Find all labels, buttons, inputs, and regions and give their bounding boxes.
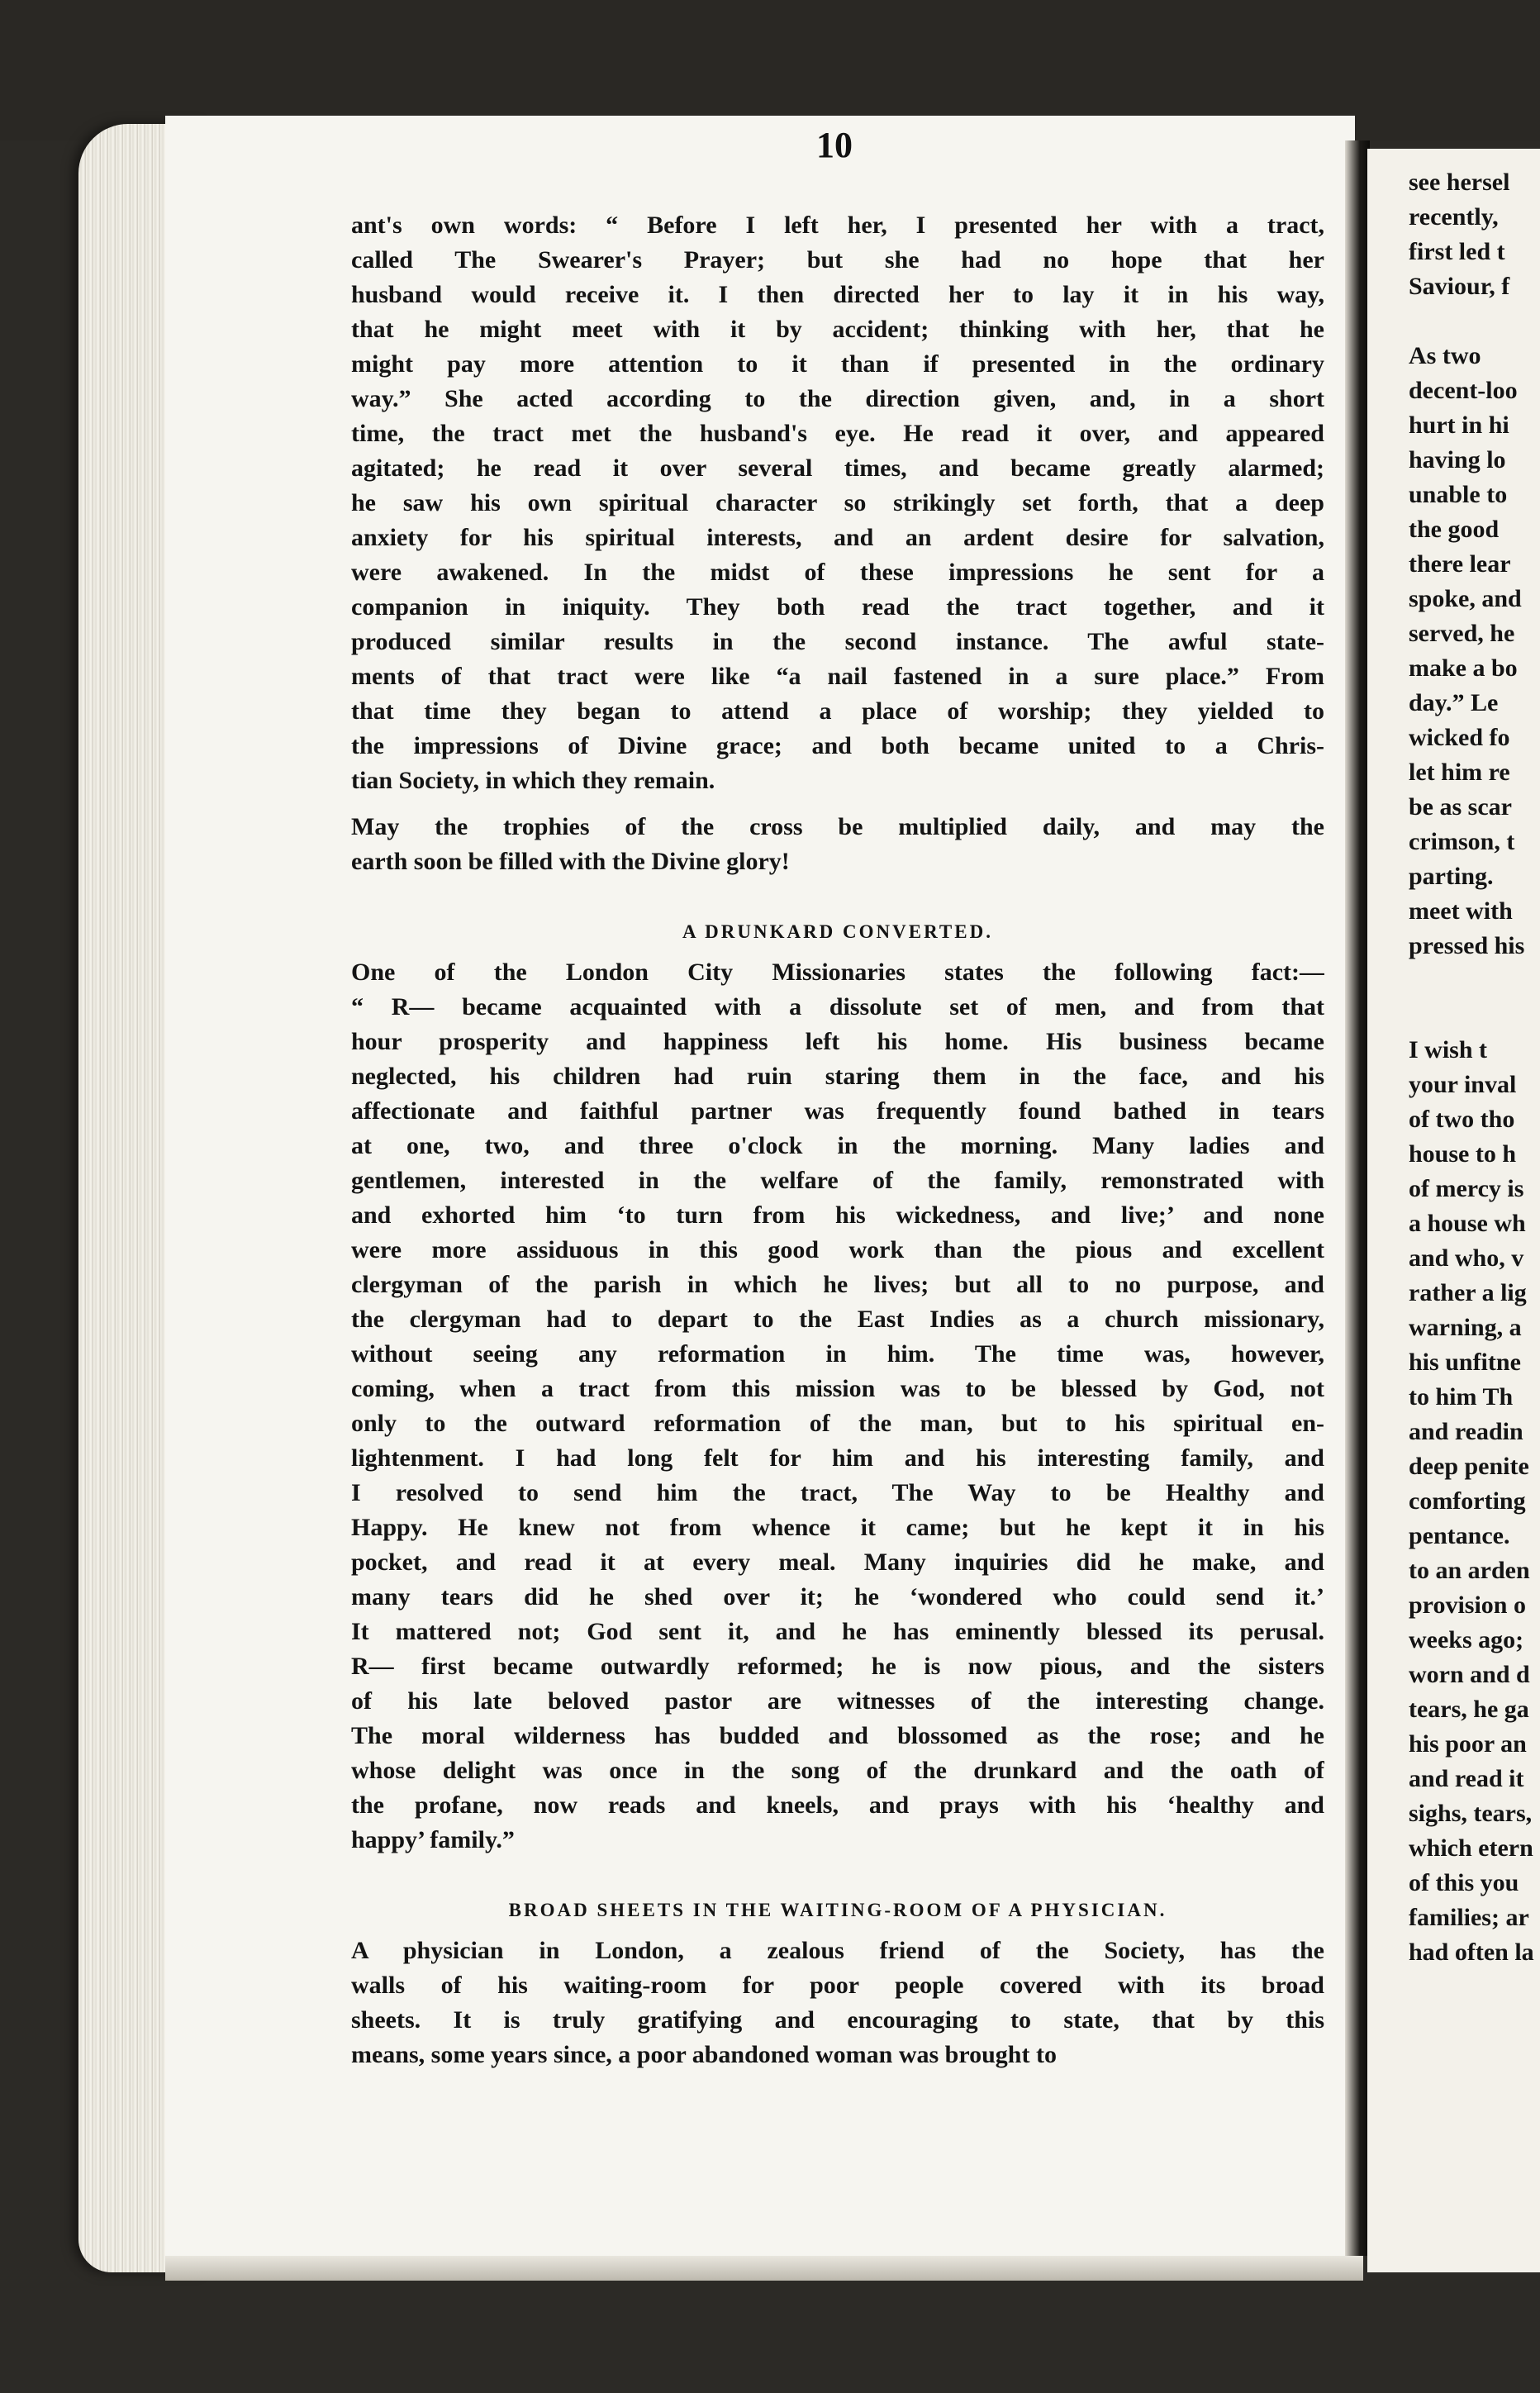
book-gutter — [1345, 140, 1370, 2256]
right-page-text — [1367, 149, 1540, 1970]
text-line: whose delight was once in the song of the drunkard and the oath of — [351, 1757, 1324, 1784]
paragraph — [351, 208, 1324, 798]
text-line: called The Swearer's Prayer; but she had no hope that her — [351, 246, 1324, 274]
text-line: companion in iniquity. They both read the tract together, and it — [351, 593, 1324, 621]
right-page-line: his unfitne — [1409, 1349, 1521, 1376]
right-page-line: let him re — [1409, 759, 1510, 786]
text-line: earth soon be filled with the Divine glory! — [351, 848, 790, 875]
right-page-line: day.” Le — [1409, 689, 1499, 716]
text-line: the profane, now reads and kneels, and prays with his ‘healthy and — [351, 1791, 1324, 1819]
right-page-line: decent-loo — [1409, 377, 1518, 404]
right-page-line: deep penite — [1409, 1453, 1529, 1480]
text-line: The moral wilderness has budded and blossomed as the rose; and he — [351, 1722, 1324, 1749]
right-page-line: Saviour, f — [1409, 273, 1510, 300]
text-line: the clergyman had to depart to the East Indies as a church missionary, — [351, 1306, 1324, 1333]
paragraph — [351, 1934, 1324, 2072]
right-page-line: see hersel — [1409, 169, 1510, 196]
right-page-line: of this you — [1409, 1869, 1519, 1896]
text-line: of his late beloved pastor are witnesses of the interesting change. — [351, 1687, 1324, 1715]
right-page-line: to an arden — [1409, 1557, 1530, 1584]
right-page-line: worn and d — [1409, 1661, 1530, 1688]
text-line: walls of his waiting-room for poor people covered with its broad — [351, 1972, 1324, 1999]
right-page-line: meet with — [1409, 897, 1513, 925]
text-line: and exhorted him ‘to turn from his wickedness, and live;’ and none — [351, 1201, 1324, 1229]
text-line: gentlemen, interested in the welfare of the family, remonstrated with — [351, 1167, 1324, 1194]
right-page-line: parting. — [1409, 863, 1494, 890]
text-line: “ R— became acquainted with a dissolute set of men, and from that — [351, 993, 1324, 1020]
text-line: R— first became outwardly reformed; he is now pious, and the sisters — [351, 1653, 1324, 1680]
right-page-line: As two — [1409, 342, 1481, 369]
text-line: without seeing any reformation in him. The time was, however, — [351, 1340, 1324, 1368]
right-page-line: to him Th — [1409, 1383, 1514, 1411]
right-page-line: house to h — [1409, 1140, 1517, 1168]
text-line: lightenment. I had long felt for him and his interesting family, and — [351, 1444, 1324, 1472]
right-page-line: and read it — [1409, 1765, 1524, 1792]
text-line: might pay more attention to it than if presented in the ordinary — [351, 350, 1324, 378]
right-page-line: sighs, tears, — [1409, 1800, 1533, 1827]
right-page-line: of two tho — [1409, 1106, 1515, 1133]
text-line: pocket, and read it at every meal. Many inquiries did he make, and — [351, 1549, 1324, 1576]
page-body-text — [351, 208, 1324, 2084]
right-page-line: a house wh — [1409, 1210, 1526, 1237]
text-line: that time they began to attend a place of worship; they yielded to — [351, 697, 1324, 725]
text-line: agitated; he read it over several times, and became greatly alarmed; — [351, 454, 1324, 482]
page-number: 10 — [816, 125, 853, 165]
right-page-line: pentance. — [1409, 1522, 1510, 1549]
text-line: sheets. It is truly gratifying and encouraging to state, that by this — [351, 2006, 1324, 2034]
text-line: he saw his own spiritual character so strikingly set forth, that a deep — [351, 489, 1324, 516]
section-heading: A DRUNKARD CONVERTED. — [682, 921, 993, 942]
text-line: happy’ family.” — [351, 1826, 515, 1853]
text-line: A physician in London, a zealous friend of the Society, has the — [351, 1937, 1324, 1964]
text-line: many tears did he shed over it; he ‘wondered who could send it.’ — [351, 1583, 1324, 1610]
text-line: anxiety for his spiritual interests, and an ardent desire for salvation, — [351, 524, 1324, 551]
right-page-line: provision o — [1409, 1591, 1526, 1619]
page-bottom-shadow — [165, 2256, 1363, 2281]
right-page-line: be as scar — [1409, 793, 1512, 821]
text-line: the impressions of Divine grace; and both became united to a Chris- — [351, 732, 1324, 759]
text-line: I resolved to send him the tract, The Way to be Healthy and — [351, 1479, 1324, 1506]
text-line: way.” She acted according to the direction given, and, in a short — [351, 385, 1324, 412]
text-line: were more assiduous in this good work than the pious and excellent — [351, 1236, 1324, 1263]
text-line: that he might meet with it by accident; thinking with her, that he — [351, 316, 1324, 343]
right-page-line: unable to — [1409, 481, 1508, 508]
text-line: hour prosperity and happiness left his home. His business became — [351, 1028, 1324, 1055]
right-page-line: tears, he ga — [1409, 1696, 1529, 1723]
text-line: were awakened. In the midst of these impressions he sent for a — [351, 559, 1324, 586]
right-page-line: the good — [1409, 516, 1500, 543]
text-line: tian Society, in which they remain. — [351, 767, 715, 794]
right-page-line: comforting — [1409, 1487, 1526, 1515]
text-line: coming, when a tract from this mission was to be blessed by God, not — [351, 1375, 1324, 1402]
right-page-line: and readin — [1409, 1418, 1523, 1445]
right-page-line: weeks ago; — [1409, 1626, 1524, 1653]
right-page-line: spoke, and — [1409, 585, 1522, 612]
right-page-line: crimson, t — [1409, 828, 1515, 855]
text-line: affectionate and faithful partner was frequently found bathed in tears — [351, 1097, 1324, 1125]
right-page-line: first led t — [1409, 238, 1505, 265]
text-line: ant's own words: “ Before I left her, I presented her with a tract, — [351, 212, 1324, 239]
right-page-line: which etern — [1409, 1834, 1533, 1862]
right-page-line: hurt in hi — [1409, 412, 1509, 439]
right-page-line: pressed his — [1409, 932, 1525, 959]
right-page-line: make a bo — [1409, 654, 1518, 682]
text-line: It mattered not; God sent it, and he has eminently blessed its perusal. — [351, 1618, 1324, 1645]
text-line: Happy. He knew not from whence it came; but he kept it in his — [351, 1514, 1324, 1541]
right-page-line: served, he — [1409, 620, 1515, 647]
text-line: clergyman of the parish in which he lives; but all to no purpose, and — [351, 1271, 1324, 1298]
right-page-line: there lear — [1409, 550, 1511, 578]
right-page-line: his poor an — [1409, 1730, 1527, 1758]
right-page-line: your inval — [1409, 1071, 1517, 1098]
right-page-line: having lo — [1409, 446, 1506, 473]
text-line: at one, two, and three o'clock in the morning. Many ladies and — [351, 1132, 1324, 1159]
text-line: produced similar results in the second instance. The awful state- — [351, 628, 1324, 655]
right-page-line: of mercy is — [1409, 1175, 1524, 1202]
text-line: only to the outward reformation of the man, but to his spiritual en- — [351, 1410, 1324, 1437]
text-line: May the trophies of the cross be multiplied daily, and may the — [351, 813, 1324, 840]
text-line: means, some years since, a poor abandoned woman was brought to — [351, 2041, 1057, 2068]
text-line: One of the London City Missionaries states the following fact:— — [351, 959, 1324, 986]
right-page-line: warning, a — [1409, 1314, 1522, 1341]
right-page-line: recently, — [1409, 203, 1499, 231]
paragraph — [351, 955, 1324, 1858]
right-page-line: rather a lig — [1409, 1279, 1527, 1306]
right-page-line: I wish t — [1409, 1036, 1488, 1063]
right-page-line: had often la — [1409, 1939, 1534, 1966]
text-line: husband would receive it. I then directed her to lay it in his way, — [351, 281, 1324, 308]
paragraph — [351, 810, 1324, 879]
right-page — [1367, 149, 1540, 2272]
right-page-line: families; ar — [1409, 1904, 1529, 1931]
text-line: ments of that tract were like “a nail fastened in a sure place.” From — [351, 663, 1324, 690]
text-line: time, the tract met the husband's eye. He read it over, and appeared — [351, 420, 1324, 447]
text-line: neglected, his children had ruin staring them in the face, and his — [351, 1063, 1324, 1090]
section-heading: BROAD SHEETS IN THE WAITING-ROOM OF A PHYSICIAN. — [508, 1900, 1167, 1920]
right-page-line: and who, v — [1409, 1244, 1524, 1272]
right-page-line: wicked fo — [1409, 724, 1510, 751]
